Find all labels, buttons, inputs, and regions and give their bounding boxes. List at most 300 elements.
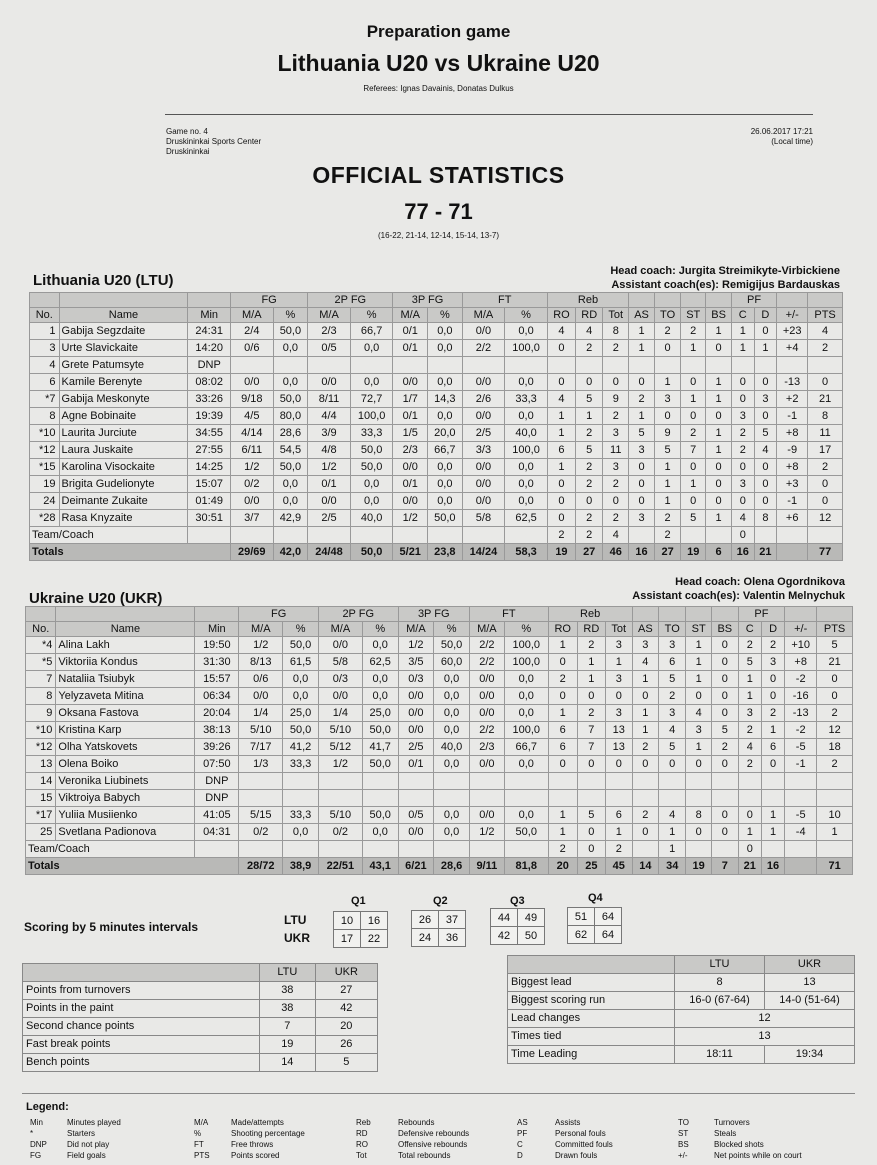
stat-cell: 0/0 [462,408,505,425]
stat-cell: 14:25 [188,459,231,476]
stat-cell: 1 [738,824,761,841]
player-number: *17 [26,807,56,824]
stat-cell: 2 [817,705,853,722]
stat-cell: 0/0 [393,493,428,510]
stat-cell: 5/8 [462,510,505,527]
player-row [26,654,853,671]
stat-cell: 1/2 [318,756,362,773]
player-number: 4 [30,357,60,374]
stat-cell: -13 [785,705,817,722]
player-row [26,756,853,773]
legend-abbr: RD [356,1129,368,1138]
stat-cell: 33:26 [188,391,231,408]
player-name: Oksana Fastova [56,705,195,722]
column-header: +/- [777,308,808,323]
stat-cell: -4 [785,824,817,841]
player-name: Urte Slavickaite [59,340,188,357]
head-coach-ltu: Head coach: Jurgita Streimikyte-Virbickiene [610,265,840,277]
stat-cell: 0 [547,510,575,527]
stat-cell: 0 [712,807,739,824]
totals-cell: 22/51 [318,858,362,875]
player-row [26,790,853,807]
stat-cell [398,790,434,807]
stat-cell: 15:07 [188,476,231,493]
legend-desc: Field goals [67,1151,106,1160]
legend-desc: Defensive rebounds [398,1129,470,1138]
stat-cell: 0 [681,459,706,476]
totals-cell: 23,8 [428,544,463,561]
column-header: % [434,622,470,637]
stat-cell: 0,0 [434,756,470,773]
stat-cell: 2 [654,510,680,527]
player-row [26,671,853,688]
table-row [23,1000,378,1018]
stat-cell [548,790,577,807]
stat-cell: 39:26 [195,739,239,756]
stat-cell: 0,0 [428,340,463,357]
stat-cell [577,773,605,790]
stat-cell: 0/1 [393,340,428,357]
stat-cell: 0,0 [504,688,548,705]
stat-cell: 0 [731,391,754,408]
doc-title: OFFICIAL STATISTICS [312,162,565,188]
stat-cell: 2/3 [469,739,504,756]
row-label: Bench points [23,1054,260,1072]
stat-cell: 5 [659,739,686,756]
stat-cell: 6 [761,739,784,756]
totals-cell: 81,8 [504,858,548,875]
row-value: 19:34 [765,1046,855,1064]
stat-cell: 0 [712,637,739,654]
stat-cell: 5/12 [318,739,362,756]
stat-cell: 6 [548,722,577,739]
stat-cell: 5 [654,442,680,459]
q1-label: Q1 [351,895,366,907]
column-header: Tot [605,622,632,637]
stat-cell: 2 [548,671,577,688]
stat-cell: 11 [603,442,629,459]
totals-cell: 28/72 [239,858,283,875]
match-title: Lithuania U20 vs Ukraine U20 [277,50,600,76]
stat-cell: 1 [577,654,605,671]
column-header: +/- [785,622,817,637]
totals-cell: 21 [738,858,761,875]
totals-cell: 27 [654,544,680,561]
stat-cell: 8 [754,510,777,527]
stat-cell: 0 [754,476,777,493]
stat-cell: 0,0 [350,374,393,391]
stat-cell: 6 [659,654,686,671]
stat-cell: 100,0 [350,408,393,425]
totals-label: Totals [26,858,239,875]
stat-cell: 2/5 [308,510,351,527]
totals-cell [777,544,808,561]
interval-score: 10 [334,912,361,930]
stat-cell [308,527,351,544]
stat-cell: 25,0 [283,705,319,722]
stat-cell: 34:55 [188,425,231,442]
blank-header [785,607,817,622]
stat-cell: 0,0 [505,476,548,493]
stat-cell [469,841,504,858]
stat-cell: 1 [632,705,659,722]
stat-cell: 4 [659,722,686,739]
stat-cell: 50,0 [362,807,398,824]
column-header: M/A [398,622,434,637]
stat-cell: 0,0 [273,340,308,357]
column-header: LTU [260,964,316,982]
stat-cell [434,773,470,790]
stat-cell: 4 [632,654,659,671]
blank-header [26,607,56,622]
group-header: 2P FG [318,607,398,622]
stat-cell [629,357,655,374]
stat-cell: 11 [808,425,843,442]
stat-cell: 2 [712,739,739,756]
stat-cell: 62,5 [362,654,398,671]
column-header: % [273,308,308,323]
stat-cell: -9 [777,442,808,459]
stat-cell [817,841,853,858]
stat-cell: 0 [632,688,659,705]
game-number: Game no. 4 [166,127,208,136]
table-row [23,1036,378,1054]
stat-cell: 0 [681,408,706,425]
player-number: 9 [26,705,56,722]
stat-cell: 60,0 [434,654,470,671]
stat-cell [777,357,808,374]
totals-label: Totals [30,544,231,561]
stat-cell: 0 [629,374,655,391]
stat-cell: 28,6 [273,425,308,442]
stat-cell: 2/3 [393,442,428,459]
stat-cell [605,773,632,790]
q2-box [411,910,466,947]
stat-cell: 2 [603,510,629,527]
stat-cell: 4 [754,442,777,459]
stat-cell [576,357,603,374]
stat-cell: 5 [754,425,777,442]
stat-cell: 3 [605,637,632,654]
stat-cell: 3 [603,459,629,476]
stat-cell: 2 [654,527,680,544]
stat-cell: 2 [808,340,843,357]
stat-cell [462,357,505,374]
table-row [23,982,378,1000]
stat-cell: 1 [605,654,632,671]
stat-cell: 13 [605,739,632,756]
column-header: PTS [808,308,843,323]
stat-cell: 3 [629,510,655,527]
stat-cell: 3/5 [398,654,434,671]
stat-cell: 0,0 [362,671,398,688]
stat-cell: 0 [548,688,577,705]
stat-cell: 7 [681,442,706,459]
stat-cell: 8 [686,807,712,824]
stat-cell: 0 [629,493,655,510]
stat-cell: 0/0 [230,374,273,391]
date-info [751,127,813,147]
stat-cell [273,357,308,374]
stat-cell: 0 [731,374,754,391]
stat-cell: 7 [577,739,605,756]
column-header: Name [59,308,188,323]
head-coach-ukr: Head coach: Olena Ogordnikova [675,576,845,588]
legend-desc: Turnovers [714,1118,750,1127]
stat-cell: 1 [654,374,680,391]
column-header: TO [659,622,686,637]
stat-cell: 0 [632,824,659,841]
legend-desc: Offensive rebounds [398,1140,468,1149]
stat-cell: 1 [731,340,754,357]
stat-cell: 0 [731,459,754,476]
stat-cell: 50,0 [362,756,398,773]
stat-cell: 30:51 [188,510,231,527]
stat-cell: 50,0 [273,391,308,408]
legend-abbr: BS [678,1140,689,1149]
stat-cell: 0/0 [318,688,362,705]
stat-cell: 0,0 [283,824,319,841]
stat-cell: 6 [605,807,632,824]
row-value: 12 [675,1010,855,1028]
stat-cell: 07:50 [195,756,239,773]
column-header: Name [56,622,195,637]
city: Druskininkai [166,147,210,156]
stat-cell [761,790,784,807]
player-number: 7 [26,671,56,688]
stat-cell: 1 [629,408,655,425]
player-name: Olha Yatskovets [56,739,195,756]
stat-cell: 0/0 [469,705,504,722]
stat-cell: 2/4 [230,323,273,340]
stat-cell: 4/5 [230,408,273,425]
quarter-scores: (16-22, 21-14, 12-14, 15-14, 13-7) [378,231,499,240]
stat-cell: 100,0 [504,637,548,654]
q3-box [490,908,545,945]
column-header: D [761,622,784,637]
interval-score: 62 [568,926,595,944]
stat-cell: 2 [738,756,761,773]
stat-cell: 1 [548,705,577,722]
stat-cell: 0 [576,374,603,391]
stat-cell [686,773,712,790]
totals-cell: 7 [712,858,739,875]
stat-cell: 0/0 [462,323,505,340]
stat-cell: 0,0 [428,476,463,493]
stat-cell: 8/13 [239,654,283,671]
stat-cell: 0,0 [428,323,463,340]
stat-cell: 0,0 [434,688,470,705]
stat-cell: 20:04 [195,705,239,722]
stat-cell: 1 [681,340,706,357]
blank-header [777,293,808,308]
column-header: AS [632,622,659,637]
player-name: Kristina Karp [56,722,195,739]
stat-cell: 1 [681,391,706,408]
legend-abbr: DNP [30,1140,47,1149]
player-name: Rasa Knyzaite [59,510,188,527]
stat-cell: 0,0 [350,493,393,510]
interval-score: 22 [361,930,388,948]
stat-cell: 1 [548,824,577,841]
stat-cell: 1/5 [393,425,428,442]
stat-cell: 2 [576,476,603,493]
q2-label: Q2 [433,895,448,907]
stat-cell [350,527,393,544]
player-number: *12 [30,442,60,459]
row-value: 20 [315,1018,377,1036]
stat-cell: 0 [754,374,777,391]
stat-cell [808,357,843,374]
player-row [26,807,853,824]
totals-cell: 58,3 [505,544,548,561]
stat-cell: 0 [654,340,680,357]
column-header: M/A [462,308,505,323]
stat-cell [504,841,548,858]
stat-cell: 42,9 [273,510,308,527]
column-header: No. [26,622,56,637]
legend-desc: Blocked shots [714,1140,764,1149]
stat-cell: 13 [605,722,632,739]
player-name: Gabija Meskonyte [59,391,188,408]
stat-cell: 3 [654,391,680,408]
column-header: % [428,308,463,323]
stat-cell: 0,0 [434,671,470,688]
stat-cell: 1 [548,637,577,654]
player-number: 13 [26,756,56,773]
stat-cell [754,527,777,544]
stat-cell: 0 [686,824,712,841]
stat-cell: 0 [605,756,632,773]
stat-cell: 1 [629,323,655,340]
row-label: Biggest lead [508,974,675,992]
stat-cell: 50,0 [428,510,463,527]
stat-cell: 3 [659,705,686,722]
player-row [26,705,853,722]
stat-cell: 0,0 [505,408,548,425]
column-header: % [350,308,393,323]
legend-abbr: M/A [194,1118,209,1127]
stat-cell: 5 [712,722,739,739]
game-datetime: 26.06.2017 17:21 [750,127,813,136]
column-header: Min [195,622,239,637]
legend-desc: Starters [67,1129,96,1138]
stat-cell: 1 [686,671,712,688]
stat-cell: 2 [576,340,603,357]
totals-cell: 19 [681,544,706,561]
legend-abbr: PTS [194,1151,210,1160]
stat-cell: 1 [761,722,784,739]
legend-abbr: FT [194,1140,204,1149]
stat-cell: 0 [547,340,575,357]
column-header: RO [547,308,575,323]
column-header: PTS [817,622,853,637]
stat-cell: 1 [605,824,632,841]
stat-cell: 5/15 [239,807,283,824]
interval-score: 50 [518,927,545,945]
stat-cell: 1 [817,824,853,841]
blank-header [817,607,853,622]
stat-cell: 1 [547,425,575,442]
stat-cell: 0 [547,374,575,391]
stat-cell [318,841,362,858]
stat-cell: 2/3 [308,323,351,340]
stat-cell: -1 [785,756,817,773]
stat-cell: 0,0 [505,323,548,340]
stat-cell: 2 [761,637,784,654]
stat-cell: 0,0 [273,476,308,493]
stat-cell: 0,0 [428,459,463,476]
stat-cell: 0 [808,476,843,493]
stat-cell: 0 [605,688,632,705]
player-name: Karolina Visockaite [59,459,188,476]
stat-cell: 0,0 [428,374,463,391]
column-header: ST [686,622,712,637]
row-value: 42 [315,1000,377,1018]
stat-cell: 5/10 [318,807,362,824]
stat-cell: 100,0 [504,722,548,739]
stat-cell: 80,0 [273,408,308,425]
stat-cell: 1/2 [230,459,273,476]
stat-cell: 2 [659,688,686,705]
interval-score: 24 [412,929,439,947]
stat-cell: 0 [754,493,777,510]
stat-cell: 1 [731,323,754,340]
group-header: Reb [547,293,628,308]
row-label: Times tied [508,1028,675,1046]
stat-cell [686,841,712,858]
player-name: Agne Bobinaite [59,408,188,425]
player-name: Viktoriia Kondus [56,654,195,671]
stat-cell: 0/0 [469,688,504,705]
stat-cell: 0 [706,476,732,493]
stat-cell: 25,0 [362,705,398,722]
stat-cell: 5 [681,510,706,527]
stat-cell [785,773,817,790]
column-header: BS [712,622,739,637]
player-name: Yuliia Musiienko [56,807,195,824]
stat-cell: 1 [576,408,603,425]
stat-cell [308,357,351,374]
stat-cell: 0 [712,671,739,688]
stat-cell [283,841,319,858]
stat-cell: 0/2 [230,476,273,493]
interval-score: 44 [491,909,518,927]
stat-cell [239,841,283,858]
stat-cell: 0/2 [318,824,362,841]
stat-cell [605,790,632,807]
stat-cell: DNP [188,357,231,374]
player-name: Nataliia Tsiubyk [56,671,195,688]
stat-cell: 0 [712,824,739,841]
stat-cell: 1/2 [469,824,504,841]
stat-cell [761,773,784,790]
stat-cell: 4 [738,739,761,756]
stat-cell [654,357,680,374]
stat-cell: 66,7 [350,323,393,340]
stat-cell: 0/0 [398,688,434,705]
stat-cell [632,841,659,858]
table-row [508,1046,855,1064]
blank-header [59,293,188,308]
stat-cell: 0,0 [434,722,470,739]
row-value: 27 [315,982,377,1000]
stat-cell: 14:20 [188,340,231,357]
stat-cell: 1 [632,722,659,739]
scoring-intervals-label: Scoring by 5 minutes intervals [24,920,199,934]
q3-label: Q3 [510,895,525,907]
player-number: 8 [26,688,56,705]
